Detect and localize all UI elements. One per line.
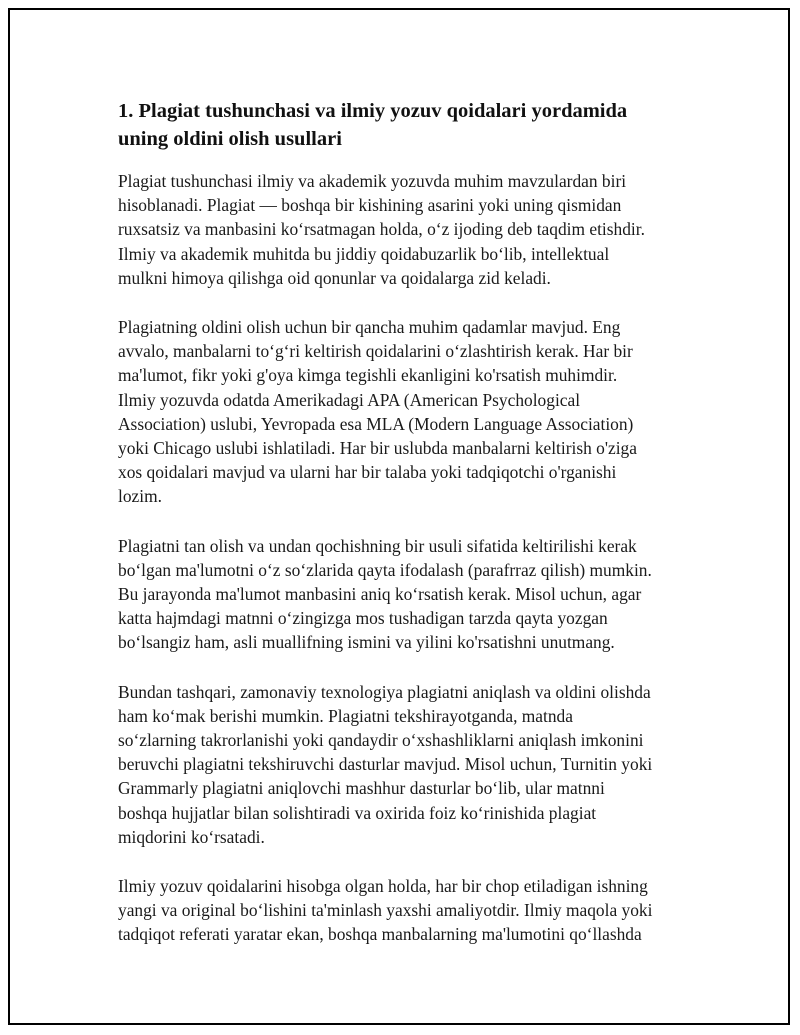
text-line: Ilmiy va akademik muhitda bu jiddiy qoidabuzarlik boʻlib, intellektual [118,243,610,264]
text-line: Ilmiy yozuvda odatda Amerikadagi APA (American Psychological [118,389,581,410]
page-frame [8,8,790,1025]
paragraph-originality [118,874,690,947]
heading-line: uning oldini olish usullari [118,128,342,150]
text-line: hisoblanadi. Plagiat — boshqa bir kishining asarini yoki uning qismidan [118,195,622,216]
text-line: beruvchi plagiatni tekshiruvchi dasturlar mavjud. Misol uchun, Turnitin yoki [118,754,653,775]
paragraph-plagiarism-definition [118,169,690,290]
text-line: yangi va original boʻlishini ta'minlash yaxshi amaliyotdir. Ilmiy maqola yoki [118,900,653,921]
text-line: miqdorini koʻrsatadi. [118,826,265,847]
text-line: soʻzlarning takrorlanishi yoki qandaydir oʻxshashliklarni aniqlash imkonini [118,730,644,751]
text-line: ham koʻmak berishi mumkin. Plagiatni tekshirayotganda, matnda [118,705,573,726]
document-body [118,97,690,972]
text-line: lozim. [118,486,162,507]
text-line: Association) uslubi, Yevropada esa MLA (Modern Language Association) [118,413,634,434]
text-line: mulkni himoya qilishga oid qonunlar va qoidalarga zid keladi. [118,267,551,288]
text-line: yoki Chicago uslubi ishlatiladi. Har bir uslubda manbalarni keltirish o'ziga [118,438,637,459]
heading-line: 1. Plagiat tushunchasi va ilmiy yozuv qoidalari yordamida [118,100,628,122]
text-line: boshqa hujjatlar bilan solishtiradi va oxirida foiz koʻrinishida plagiat [118,802,597,823]
section-heading [118,97,690,153]
text-line: boʻlsangiz ham, asli muallifning ismini va yilini ko'rsatishni unutmang. [118,632,615,653]
text-line: tadqiqot referati yaratar ekan, boshqa manbalarning ma'lumotini qoʻllashda [118,924,642,945]
text-line: Plagiat tushunchasi ilmiy va akademik yozuvda muhim mavzulardan biri [118,171,627,191]
text-line: avvalo, manbalarni toʻgʻri keltirish qoidalarini oʻzlashtirish kerak. Har bir [118,341,633,362]
text-line: ruxsatsiz va manbasini koʻrsatmagan holda, oʻz ijoding deb taqdim etishdir. [118,219,645,240]
text-line: boʻlgan ma'lumotni oʻz soʻzlarida qayta ifodalash (parafrraz qilish) mumkin. [118,559,652,580]
text-line: katta hajmdagi matnni oʻzingizga mos tushadigan tarzda qayta yozgan [118,608,608,629]
paragraph-paraphrasing [118,534,690,655]
text-line: Bu jarayonda ma'lumot manbasini aniq koʻrsatish kerak. Misol uchun, agar [118,584,642,605]
text-line: Grammarly plagiatni aniqlovchi mashhur dasturlar boʻlib, ular matnni [118,778,605,799]
text-line: ma'lumot, fikr yoki g'oya kimga tegishli ekanligini ko'rsatish muhimdir. [118,365,618,386]
text-line: Plagiatning oldini olish uchun bir qancha muhim qadamlar mavjud. Eng [118,317,621,338]
text-line: Bundan tashqari, zamonaviy texnologiya plagiatni aniqlash va oldini olishda [118,681,651,702]
text-line: xos qoidalari mavjud va ularni har bir talaba yoki tadqiqotchi o'rganishi [118,462,617,483]
text-line: Ilmiy yozuv qoidalarini hisobga olgan holda, har bir chop etiladigan ishning [118,876,648,897]
paragraph-technology [118,680,690,849]
text-line: Plagiatni tan olish va undan qochishning bir usuli sifatida keltirilishi kerak [118,535,637,556]
paragraph-citation-styles [118,315,690,509]
